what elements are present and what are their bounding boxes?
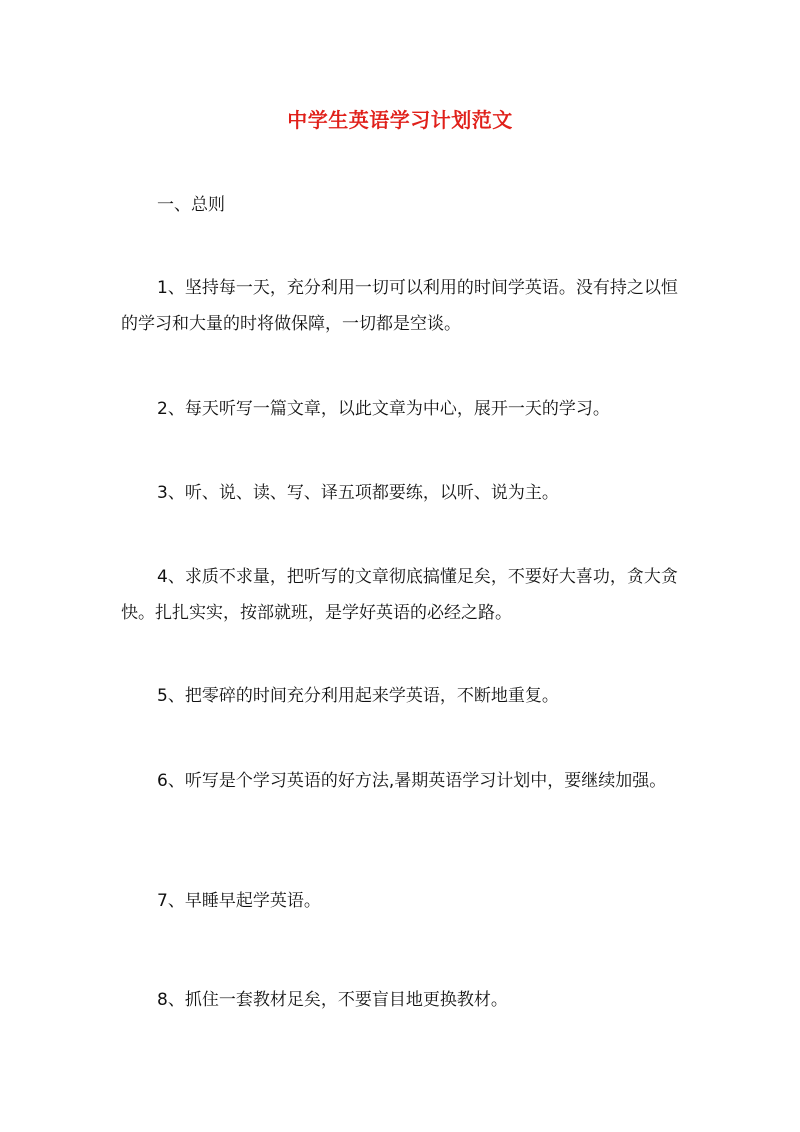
paragraph-1: 1、坚持每一天，充分利用一切可以利用的时间学英语。没有持之以恒的学习和大量的时将做保障，一切都是空谈。	[121, 278, 678, 334]
paragraph-2: 2、每天听写一篇文章，以此文章为中心，展开一天的学习。	[157, 399, 610, 419]
paragraph-7: 7、早睡早起学英语。	[157, 891, 321, 911]
document-title: 中学生英语学习计划范文	[287, 108, 513, 132]
paragraph-3: 3、听、说、读、写、译五项都要练，以听、说为主。	[157, 483, 559, 503]
paragraph-6: 6、听写是个学习英语的好方法,暑期英语学习计划中，要继续加强。	[157, 771, 667, 791]
paragraph-8: 8、抓住一套教材足矣，不要盲目地更换教材。	[157, 990, 508, 1010]
paragraph-5: 5、把零碎的时间充分利用起来学英语，不断地重复。	[157, 686, 559, 706]
section-heading: 一、总则	[157, 195, 225, 215]
paragraph-4: 4、求质不求量，把听写的文章彻底搞懂足矣，不要好大喜功，贪大贪快。扎扎实实，按部就班，是学好英语的必经之路。	[121, 567, 678, 623]
